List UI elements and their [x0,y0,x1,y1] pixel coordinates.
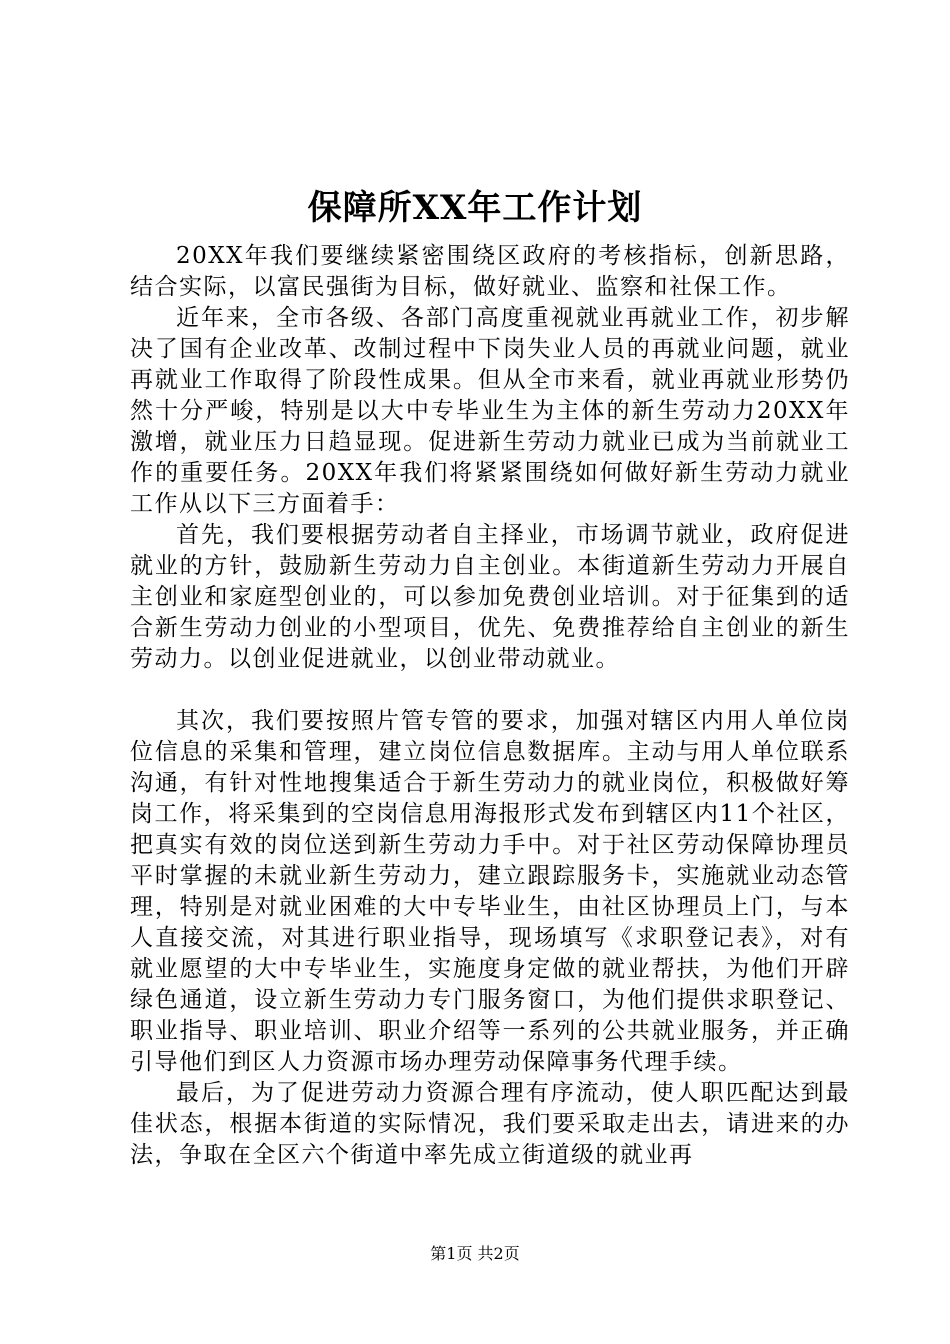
paragraph-last: 最后，为了促进劳动力资源合理有序流动，使人职匹配达到最佳状态，根据本街道的实际情况，我们要采取走出去，请进来的办法，争取在全区六个街道中率先成立街道级的就业再 [130,1080,850,1168]
paragraph-intro: 20XX年我们要继续紧密围绕区政府的考核指标，创新思路，结合实际，以富民强街为目标，做好就业、监察和社保工作。 [130,243,850,300]
paragraph-background: 近年来，全市各级、各部门高度重视就业再就业工作，初步解决了国有企业改革、改制过程中下岗失业人员的再就业问题，就业再就业工作取得了阶段性成果。但从全市来看，就业再就业形势仍然十分严峻，特别是以大中专毕业生为主体的新生劳动力20XX年激增，就业压力日趋显现。促进新生劳动力就业已成为当前就业工作的重要任务。20XX年我们将紧紧围绕如何做好新生劳动力就业工作从以下三方面着手： [130,305,850,517]
document-title: 保障所XX年工作计划 [307,188,643,228]
paragraph-spacer [130,675,850,706]
page-footer: 第1页 共2页 [430,1244,520,1263]
paragraph-second: 其次，我们要按照片管专管的要求，加强对辖区内用人单位岗位信息的采集和管理，建立岗位信息数据库。主动与用人单位联系沟通，有针对性地搜集适合于新生劳动力的就业岗位，积极做好筹岗工作，将采集到的空岗信息用海报形式发布到辖区内11个社区，把真实有效的岗位送到新生劳动力手中。对于社区劳动保障协理员平时掌握的未就业新生劳动力，建立跟踪服务卡，实施就业动态管理，特别是对就业困难的大中专毕业生，由社区协理员上门，与本人直接交流，对其进行职业指导，现场填写《求职登记表》，对有就业愿望的大中专毕业生，实施度身定做的就业帮扶，为他们开辟绿色通道，设立新生劳动力专门服务窗口，为他们提供求职登记、职业指导、职业培训、职业介绍等一系列的公共就业服务，并正确引导他们到区人力资源市场办理劳动保障事务代理手续。 [130,708,850,1075]
paragraph-first: 首先，我们要根据劳动者自主择业，市场调节就业，政府促进就业的方针，鼓励新生劳动力自主创业。本街道新生劳动力开展自主创业和家庭型创业的，可以参加免费创业培训。对于征集到的适合新生劳动力创业的小型项目，优先、免费推荐给自主创业的新生劳动力。以创业促进就业，以创业带动就业。 [130,522,850,672]
document-body [130,241,850,1171]
